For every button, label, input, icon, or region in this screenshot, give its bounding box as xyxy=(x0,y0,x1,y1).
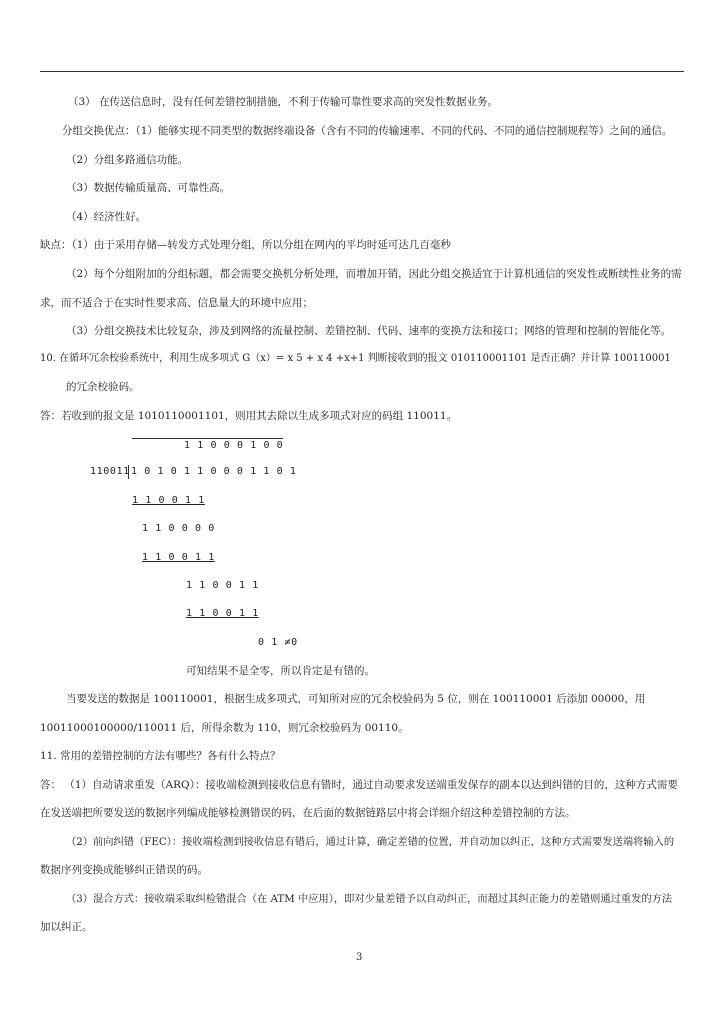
paragraph: （3）混合方式：接收端采取纠检错混合（在 ATM 中应用），即对少量差错予以自动纠正，而超过其纠正能力的差错则通过重发的方法 xyxy=(66,893,673,905)
header-rule xyxy=(40,71,684,72)
paragraph: （4）经济性好。 xyxy=(66,211,147,223)
question-10: 10. 在循环冗余校验系统中，利用生成多项式 G（x）= x 5 + x 4 +x+1 判断接收到的报文 010110001101 是否正确？并计算 100110001 xyxy=(40,353,671,364)
paragraph: （3） 在传送信息时，没有任何差错控制措施，不利于传输可靠性要求高的突发性数据业务。 xyxy=(68,96,499,108)
paragraph: 求，而不适合于在实时性要求高、信息量大的环境中应用； xyxy=(40,297,313,309)
paragraph: 的冗余校验码。 xyxy=(66,381,140,393)
paragraph: 在发送端把所要发送的数据序列编成能够检测错误的码，在后面的数据链路层中将会详细介绍这种差错控制的方法。 xyxy=(40,807,576,819)
paragraph: 加以纠正。 xyxy=(40,921,93,933)
paragraph: （2）前向纠错（FEC）：接收端检测到接收信息有错后，通过计算，确定差错的位置，并自动加以纠正，这种方式需要发送端将输入的 xyxy=(66,836,675,848)
division-remainder: 0 1 ≠0 xyxy=(258,637,298,648)
paragraph: （3）分组交换技术比较复杂，涉及到网络的流量控制、差错控制、代码、速率的变换方法和接口；网络的管理和控制的智能化等。 xyxy=(66,325,672,337)
paragraph: 10011000100000/110011 后，所得余数为 110，则冗余校验码为 00110。 xyxy=(40,722,409,734)
paragraph: 数据序列变换成能够纠正错误的码。 xyxy=(40,864,208,876)
paragraph: （2）分组多路通信功能。 xyxy=(66,154,189,166)
division-step: 1 1 0 0 1 1 xyxy=(142,552,215,563)
answer-10: 答：若收到的报文是 1010110001101，则用其去除以生成多项式对应的码组 110011。 xyxy=(40,410,458,422)
division-step: 1 1 0 0 1 1 xyxy=(186,608,259,619)
paragraph: 分组交换优点：（1）能够实现不同类型的数据终端设备（含有不同的传输速率、不同的代码、不同的通信控制规程等）之间的通信。 xyxy=(62,125,673,137)
paragraph: （2）每个分组附加的分组标题，都会需要交换机分析处理，而增加开销，因此分组交换适宜于计算机通信的突发性或断续性业务的需 xyxy=(66,268,682,280)
paragraph: 缺点：（1）由于采用存储—转发方式处理分组，所以分组在网内的平均时延可达几百毫秒 xyxy=(40,239,451,251)
division-step: 1 1 0 0 0 0 xyxy=(142,523,215,534)
division-conclusion: 可知结果不是全零，所以肯定是有错的。 xyxy=(186,665,375,677)
division-quotient: 1 1 0 0 0 1 0 0 xyxy=(132,438,283,453)
page-number: 3 xyxy=(356,952,363,963)
division-divisor: 110011 xyxy=(90,466,130,477)
paragraph: 当要发送的数据是 100110001，根据生成多项式，可知所对应的冗余校验码为 5 位，则在 100110001 后添加 00000，用 xyxy=(66,693,646,705)
division-step: 1 1 0 0 1 1 xyxy=(132,495,205,506)
division-dividend: 1 0 1 0 1 1 0 0 0 1 1 0 1 xyxy=(128,465,297,479)
paragraph: 答： （1）自动请求重发（ARQ）：接收端检测到接收信息有错时，通过自动要求发送端重发保存的副本以达到纠错的目的，这种方式需要 xyxy=(40,779,678,791)
question-11: 11. 常用的差错控制的方法有哪些？各有什么特点？ xyxy=(40,750,281,762)
division-step: 1 1 0 0 1 1 xyxy=(186,580,259,591)
paragraph: （3）数据传输质量高、可靠性高。 xyxy=(66,182,231,194)
